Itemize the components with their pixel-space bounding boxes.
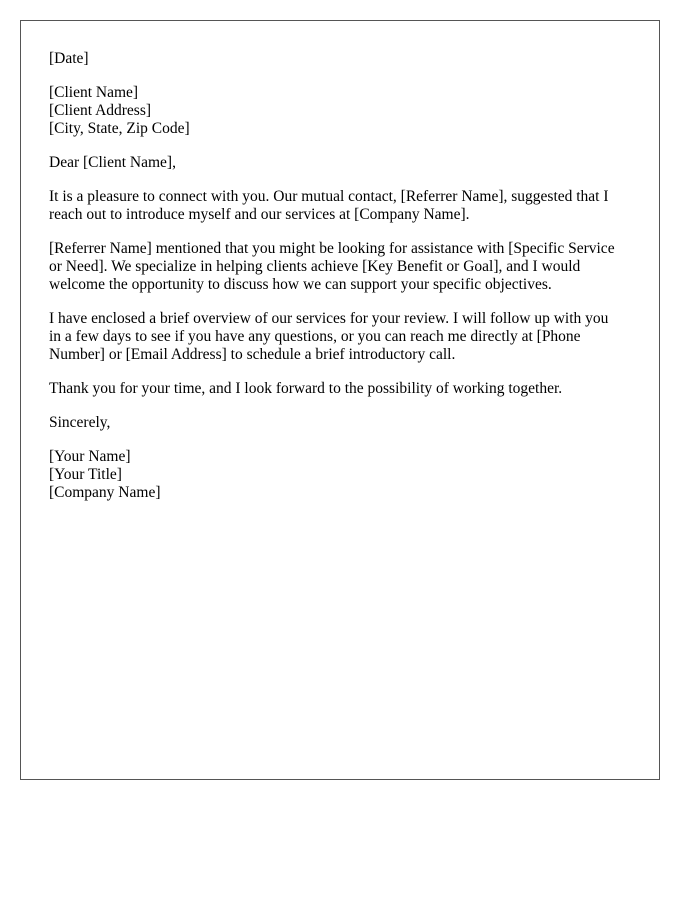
signature-block	[49, 448, 641, 502]
closing-block	[49, 414, 641, 432]
paragraph-line: [Referrer Name] mentioned that you might be looking for assistance with [Specific Service	[49, 240, 615, 257]
body-paragraph-2	[49, 240, 641, 294]
paragraph-line: in a few days to see if you have any questions, or you can reach me directly at [Phone	[49, 328, 581, 345]
paragraph-line: It is a pleasure to connect with you. Our mutual contact, [Referrer Name], suggested that I	[49, 188, 609, 205]
date-block	[49, 50, 641, 68]
signature-title: [Your Title]	[49, 466, 122, 483]
paragraph-line: reach out to introduce myself and our services at [Company Name].	[49, 206, 470, 223]
paragraph-line: Thank you for your time, and I look forward to the possibility of working together.	[49, 380, 563, 397]
paragraph-line: I have enclosed a brief overview of our services for your review. I will follow up with you	[49, 310, 609, 327]
letter-page	[20, 20, 660, 780]
closing: Sincerely,	[49, 414, 111, 431]
letter-content	[49, 50, 641, 518]
recipient-block	[49, 84, 641, 138]
salutation: Dear [Client Name],	[49, 154, 176, 171]
paragraph-line: welcome the opportunity to discuss how we can support your specific objectives.	[49, 276, 552, 293]
letter-date: [Date]	[49, 50, 89, 67]
body-paragraph-4	[49, 380, 641, 398]
recipient-city-state-zip: [City, State, Zip Code]	[49, 120, 190, 137]
salutation-block	[49, 154, 641, 172]
recipient-name: [Client Name]	[49, 84, 139, 101]
paragraph-line: Number] or [Email Address] to schedule a brief introductory call.	[49, 346, 456, 363]
signature-name: [Your Name]	[49, 448, 131, 465]
signature-company: [Company Name]	[49, 484, 161, 501]
body-paragraph-3	[49, 310, 641, 364]
paragraph-line: or Need]. We specialize in helping clients achieve [Key Benefit or Goal], and I would	[49, 258, 581, 275]
body-paragraph-1	[49, 188, 641, 224]
recipient-address: [Client Address]	[49, 102, 152, 119]
